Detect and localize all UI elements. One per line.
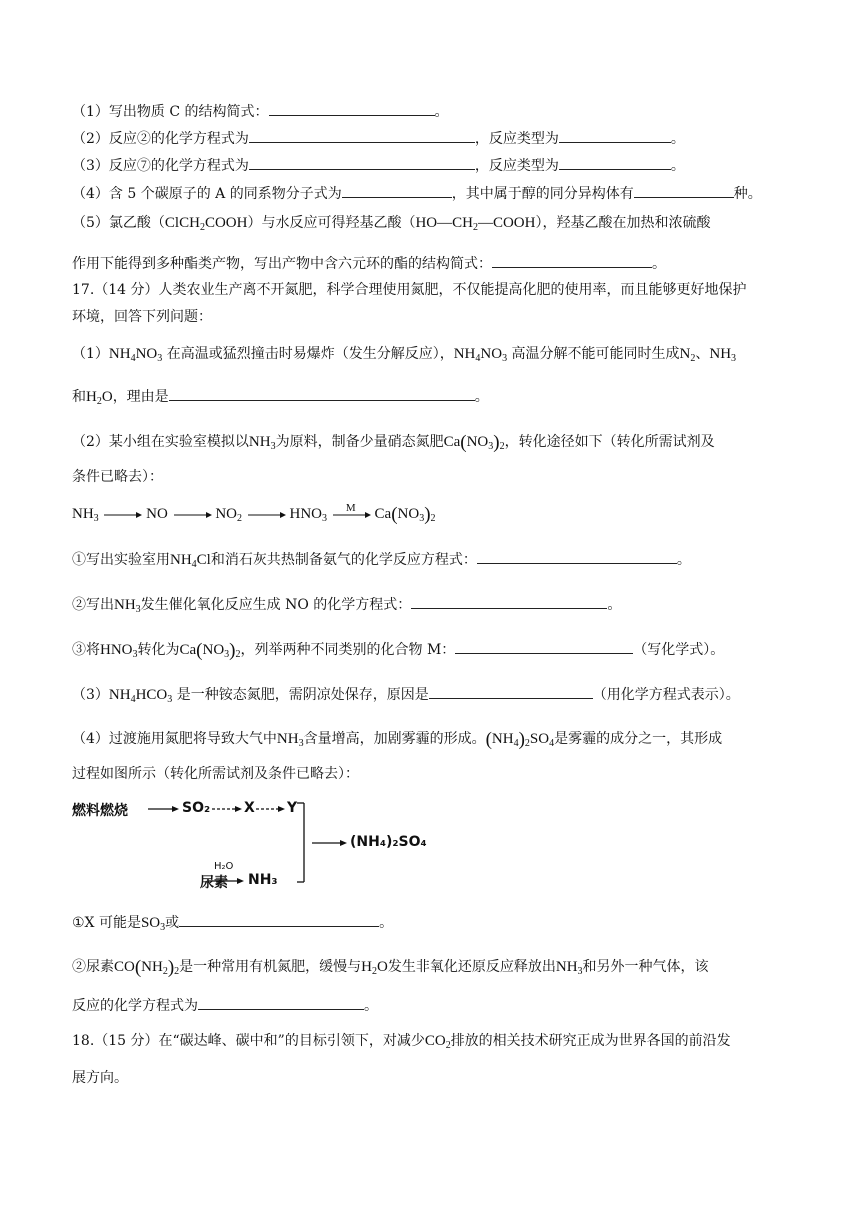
q17-sub1: $(1)NH_4NO_3$ 在高温或猛烈撞击时易爆炸（发生分解反应），$NH_4NO_3$ 高温分解不能可能同时生成$N_2$、$NH_3$ xyxy=(72,346,737,364)
q17-sub2-item3: ③将$HNO_3$转化为$Ca(NO_3)_2$，列举两种不同类别的化合物 M： （写化学式）。 xyxy=(72,640,725,661)
q17-sub2: （2）某小组在实验室模拟以$NH_3$为原料，制备少量硝态氮肥$Ca(NO_3)_2$，转化途径如下（转化所需试剂及 xyxy=(72,432,715,453)
answer-blank[interactable] xyxy=(634,183,734,198)
answer-blank[interactable] xyxy=(477,549,677,564)
answer-blank[interactable] xyxy=(249,155,475,170)
answer-blank[interactable] xyxy=(429,684,593,699)
q17-sub2-item2: ②写出$NH_3$发生催化氧化反应生成 NO 的化学方程式： 。 xyxy=(72,594,621,615)
chain-arrow xyxy=(172,509,212,521)
q17-sub2-item1: ①写出实验室用$NH_4Cl$和消石灰共热制备氨气的化学反应方程式： 。 xyxy=(72,549,691,570)
fuel-combustion-label: 燃料燃烧 xyxy=(72,803,128,819)
chain-arrow xyxy=(102,509,142,521)
conversion-chain xyxy=(72,501,436,525)
q16-part1: （1）写出物质 C 的结构简式： 。 xyxy=(72,101,449,122)
nh3-label: NH₃ xyxy=(248,872,278,888)
chain-nh3: $NH_3$ xyxy=(72,506,99,524)
chain-arrow-m xyxy=(331,501,371,521)
q17-sub4-line2: 过程如图所示（转化所需试剂及条件已略去）： xyxy=(72,766,359,782)
answer-blank[interactable] xyxy=(342,183,452,198)
ammonium-sulfate-label: (NH₄)₂SO₄ xyxy=(350,834,427,850)
q16-part5: （5）氯乙酸（ClCH$_2$COOH）与水反应可得羟基乙酸$(HO—CH_2—COOH)$，羟基乙酸在加热和浓硫酸 xyxy=(72,215,711,233)
q16-part5-line2: 作用下能得到多种酯类产物，写出产物中含六元环的酯的结构简式： 。 xyxy=(72,253,666,274)
q17-sub4-item2-line2: 反应的化学方程式为 。 xyxy=(72,995,378,1016)
q16-part4: （4）含 5 个碳原子的 A 的同系物分子式为 ，其中属于醇的同分异构体有 种。 xyxy=(72,183,762,204)
urea-label: 尿素 xyxy=(200,875,228,891)
answer-blank[interactable] xyxy=(249,128,475,143)
answer-blank[interactable] xyxy=(169,386,475,401)
answer-blank[interactable] xyxy=(411,594,607,609)
q16-part3: （3）反应⑦的化学方程式为 ，反应类型为 。 xyxy=(72,155,685,176)
q17-sub1-line2: 和$H_2O$，理由是 。 xyxy=(72,386,489,407)
chain-ca-nitrate: $Ca(NO_3)_2$ xyxy=(374,504,436,525)
ammonium-sulfate-formation-diagram xyxy=(72,795,482,895)
answer-blank[interactable] xyxy=(559,155,671,170)
answer-blank[interactable] xyxy=(269,101,435,116)
q17-sub4-item1: ①X 可能是$SO_3$或 。 xyxy=(72,912,393,933)
answer-blank[interactable] xyxy=(179,912,379,927)
q17-sub4: （4）过渡施用氮肥将导致大气中$NH_3$含量增高，加剧雾霾的形成。$(NH_4)_2SO_4$是雾霾的成分之一，其形成 xyxy=(72,729,723,750)
answer-blank[interactable] xyxy=(559,128,671,143)
q18-title: 18.（15 分）在“碳达峰、碳中和”的目标引领下，对减少$CO_2$排放的相关技术研究正成为世界各国的前沿发 xyxy=(72,1033,731,1051)
q18-title-line2: 展方向。 xyxy=(72,1070,128,1086)
answer-blank[interactable] xyxy=(198,995,364,1010)
chain-no2: $NO_2$ xyxy=(215,506,243,524)
chain-no: NO xyxy=(146,506,168,522)
so2-label: SO₂ xyxy=(182,800,211,816)
y-label: Y xyxy=(287,800,298,816)
q17-title-line2: 环境，回答下列问题： xyxy=(72,309,212,325)
q17-sub4-item2: ②尿素$CO(NH_2)_2$是一种常用有机氮肥，缓慢与$H_2O$发生非氧化还原反应释放出$NH_3$和另外一种气体，该 xyxy=(72,957,709,978)
q17-sub3: $(3)NH_4HCO_3$ 是一种铵态氮肥，需阴凉处保存，原因是 （用化学方程式表示）。 xyxy=(72,684,740,705)
x-label: X xyxy=(244,800,255,816)
q17-title: 17.（14 分）人类农业生产离不开氮肥，科学合理使用氮肥，不仅能提高化肥的使用率，而且能够更好地保护 xyxy=(72,282,747,298)
q17-sub2-line2: 条件已略去）： xyxy=(72,469,163,485)
reagent-m-label: M xyxy=(345,501,356,514)
q16-part2: （2）反应②的化学方程式为 ，反应类型为 。 xyxy=(72,128,685,149)
chain-arrow xyxy=(246,509,286,521)
h2o-reagent-label: H₂O xyxy=(214,861,234,872)
chain-hno3: $HNO_3$ xyxy=(289,506,328,524)
answer-blank[interactable] xyxy=(455,639,633,654)
answer-blank[interactable] xyxy=(492,253,652,268)
